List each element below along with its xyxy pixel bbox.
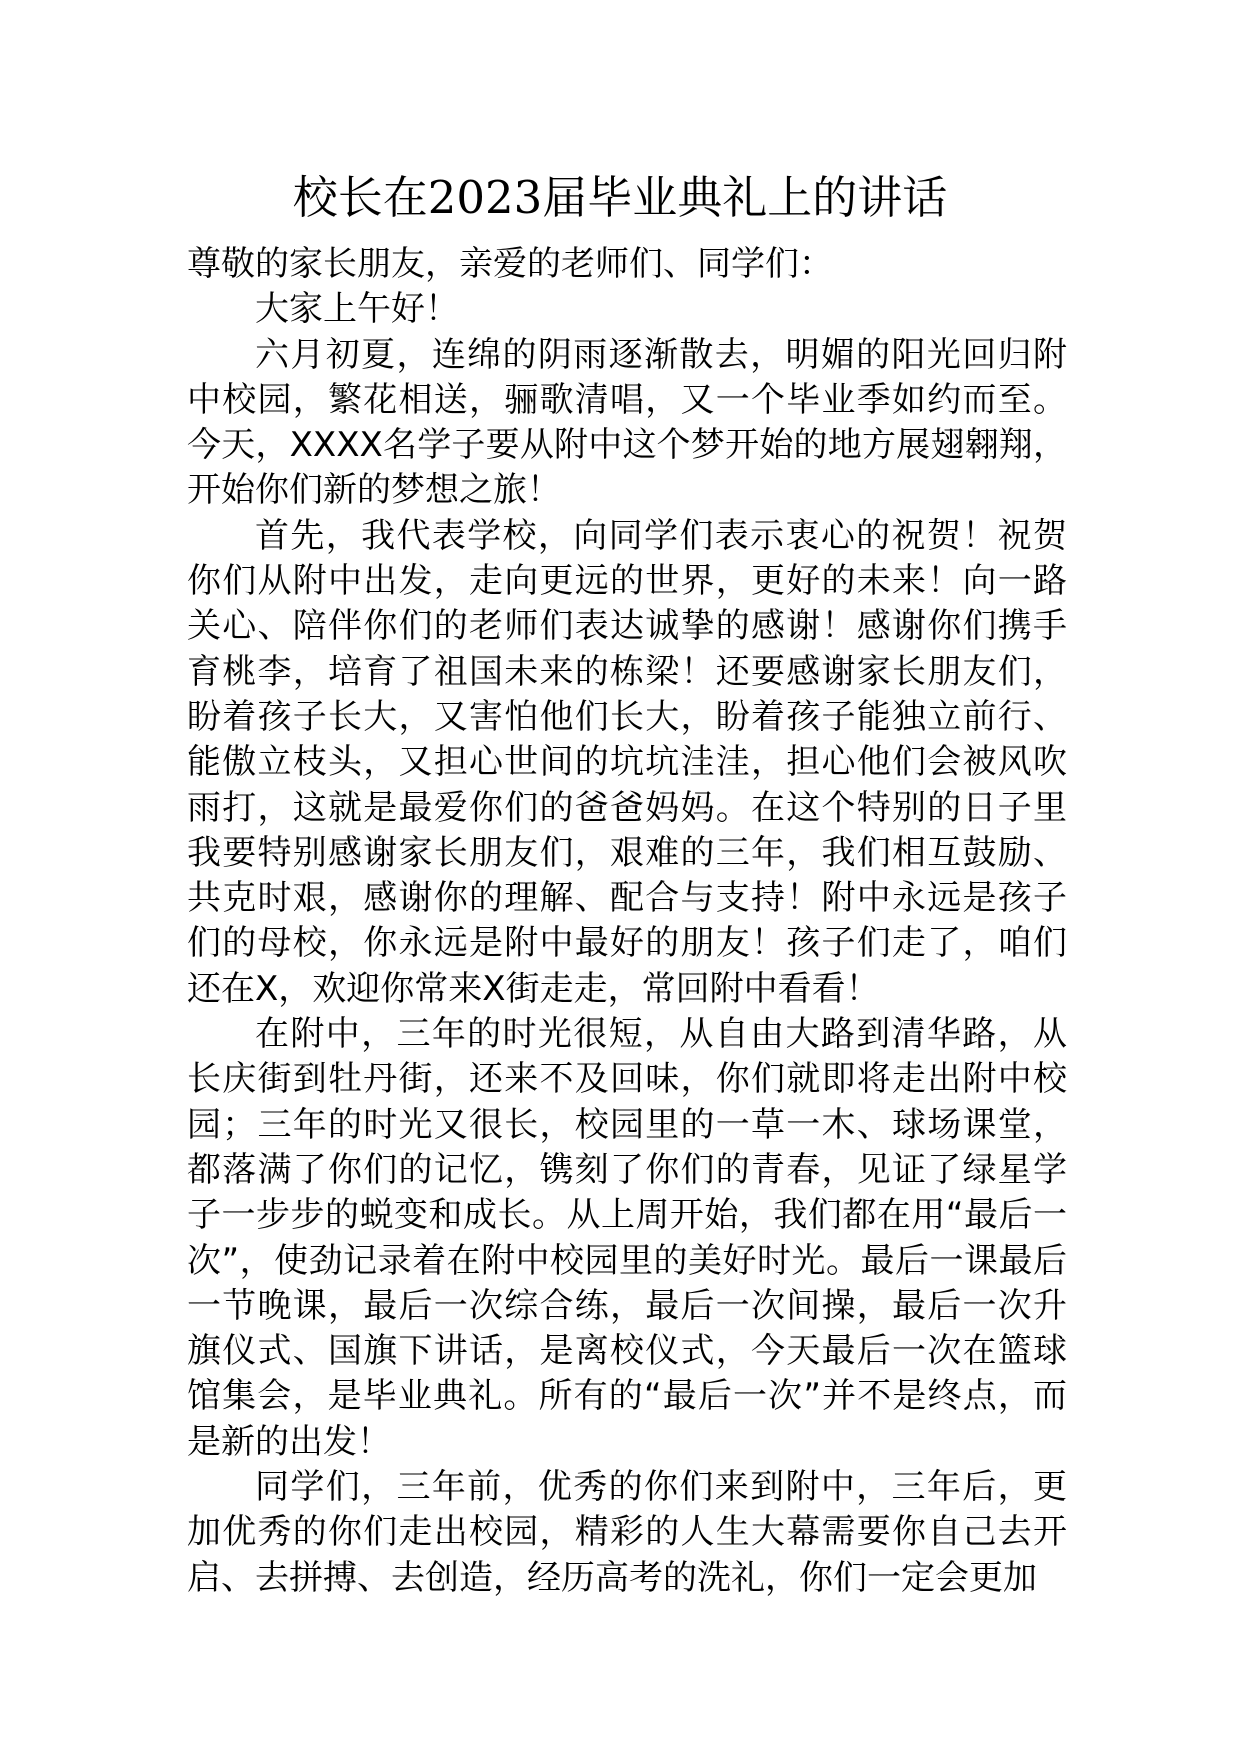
paragraph-memories: 在附中，三年的时光很短，从自由大路到清华路，从长庆街到牡丹街，还来不及回味，你们就即将走出附中校园；三年的时光又很长，校园里的一草一木、球场课堂，都落满了你们的记忆，镌刻了你们的青春，见证了绿星学子一步步的蜕变和成长。从上周开始，我们都在用“最后一次”，使劲记录着在附中校园里的美好时光。最后一课最后一节晚课，最后一次综合练，最后一次间操，最后一次升旗仪式、国旗下讲话，是离校仪式，今天最后一次在篮球馆集会，是毕业典礼。所有的“最后一次”并不是终点，而是新的出发！ bbox=[187, 1014, 1067, 1462]
document-title: 校长在2023届毕业典礼上的讲话 bbox=[292, 171, 948, 224]
salutation: 尊敬的家长朋友，亲爱的老师们、同学们： bbox=[187, 244, 833, 284]
paragraph-thanks: 首先，我代表学校，向同学们表示衷心的祝贺！祝贺你们从附中出发，走向更远的世界，更好的未来！向一路关心、陪伴你们的老师们表达诚挚的感谢！感谢你们携手育桃李，培育了祖国未来的栋梁！还要感谢家长朋友们，盼着孩子长大，又害怕他们长大，盼着孩子能独立前行、能傲立枝头，又担心世间的坑坑洼洼，担心他们会被风吹雨打，这就是最爱你们的爸爸妈妈。在这个特别的日子里我要特别感谢家长朋友们，艰难的三年，我们相互鼓励、共克时艰，感谢你的理解、配合与支持！附中永远是孩子们的母校，你永远是附中最好的朋友！孩子们走了，咱们还在X，欢迎你常来X街走走，常回附中看看！ bbox=[187, 515, 1067, 1009]
paragraph-greeting: 大家上午好！ bbox=[255, 289, 459, 330]
paragraph-future: 同学们，三年前，优秀的你们来到附中，三年后，更加优秀的你们走出校园，精彩的人生大幕需要你自己去开启、去拼搏、去创造，经历高考的洗礼，你们一定会更加 bbox=[187, 1467, 1067, 1598]
document-body bbox=[187, 242, 1067, 1601]
paragraph-opening: 六月初夏，连绵的阴雨逐渐散去，明媚的阳光回归附中校园，繁花相送，骊歌清唱，又一个毕业季如约而至。今天，XXXX名学子要从附中这个梦开始的地方展翅翱翔，开始你们新的梦想之旅！ bbox=[187, 334, 1067, 511]
